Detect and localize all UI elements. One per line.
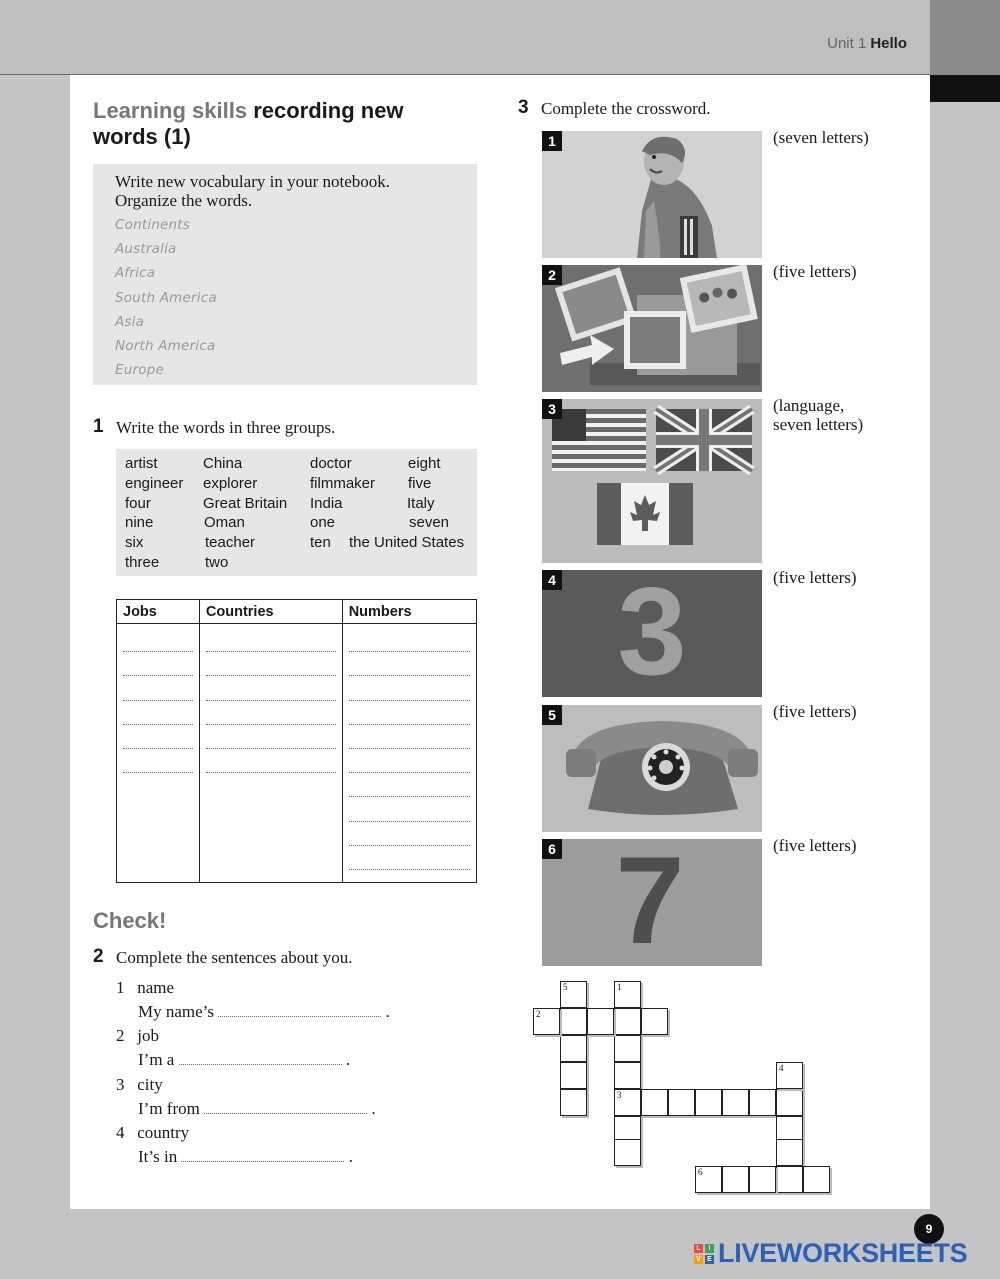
clue-3-hint: (language, seven letters) xyxy=(773,396,864,434)
numbers-column xyxy=(342,624,476,883)
exercise-3-instruction: Complete the crossword. xyxy=(541,99,711,118)
crossword-cell[interactable] xyxy=(776,1089,803,1116)
jobs-column xyxy=(117,624,200,883)
sentence-4: It’s in . xyxy=(138,1147,353,1166)
big-number-seven: 7 xyxy=(615,839,685,966)
answer-line[interactable] xyxy=(123,725,193,749)
clue-picture-3 xyxy=(542,399,762,563)
exercise-2-instruction: Complete the sentences about you. xyxy=(116,948,353,967)
sentence-3-label: 3 city xyxy=(116,1075,163,1094)
crossword-cell[interactable] xyxy=(776,1166,803,1193)
answer-line[interactable] xyxy=(349,822,470,846)
word: filmmaker xyxy=(310,475,376,492)
sentence-3: I’m from . xyxy=(138,1099,376,1118)
word: seven xyxy=(409,514,450,531)
word: Oman xyxy=(204,514,245,531)
word: doctor xyxy=(310,455,352,472)
crossword-cell[interactable] xyxy=(722,1089,749,1116)
answer-line[interactable] xyxy=(206,701,336,725)
word: Great Britain xyxy=(203,495,288,512)
word: one xyxy=(310,514,336,531)
clue-number-badge: 5 xyxy=(542,705,562,725)
word-bank xyxy=(116,449,477,576)
clue-number-badge: 3 xyxy=(542,399,562,419)
crossword-cell[interactable] xyxy=(614,1062,641,1089)
vocab-intro: Write new vocabulary in your notebook. Organize the words. xyxy=(115,172,391,210)
uk-flag xyxy=(656,409,752,471)
word: China xyxy=(203,455,243,472)
liveworksheets-logo-icon: L I V E xyxy=(694,1244,716,1266)
crossword-cell[interactable] xyxy=(560,1008,587,1035)
sentence-2: I’m a . xyxy=(138,1050,351,1069)
crossword-cell[interactable] xyxy=(668,1089,695,1116)
sentence-4-label: 4 country xyxy=(116,1123,190,1142)
answer-blank[interactable] xyxy=(204,1102,367,1114)
clue-number-badge: 2 xyxy=(542,265,562,285)
crossword-cell[interactable] xyxy=(587,1008,614,1035)
word: teacher xyxy=(205,534,256,551)
clue-picture-1 xyxy=(542,131,762,258)
crossword-cell[interactable]: 2 xyxy=(533,1008,560,1035)
crossword-cell[interactable] xyxy=(722,1166,749,1193)
clue-number-badge: 6 xyxy=(542,839,562,859)
crossword-cell[interactable] xyxy=(560,1035,587,1062)
word: explorer xyxy=(203,475,258,492)
column-header-jobs: Jobs xyxy=(117,600,200,624)
crossword-cell[interactable] xyxy=(560,1089,587,1116)
answer-line[interactable] xyxy=(349,797,470,821)
crossword-cell[interactable] xyxy=(749,1089,776,1116)
photos-illustration xyxy=(542,265,762,392)
answer-line[interactable] xyxy=(123,701,193,725)
exercise-1-number: 1 xyxy=(93,416,104,437)
word: the United States xyxy=(349,534,465,551)
countries-column xyxy=(199,624,342,883)
clue-4-hint: (five letters) xyxy=(773,568,857,587)
crossword-cell[interactable]: 3 xyxy=(614,1089,641,1116)
explorer-illustration xyxy=(542,131,762,258)
column-header-countries: Countries xyxy=(199,600,342,624)
word: India xyxy=(310,495,343,512)
big-number-three: 3 xyxy=(617,570,687,697)
answer-line[interactable] xyxy=(206,725,336,749)
crossword-cell[interactable] xyxy=(614,1008,641,1035)
crossword-cell[interactable]: 4 xyxy=(776,1062,803,1089)
answer-line[interactable] xyxy=(349,773,470,797)
word: two xyxy=(205,554,229,571)
answer-line[interactable] xyxy=(349,846,470,870)
right-margin xyxy=(930,102,1000,1279)
crossword-cell[interactable]: 5 xyxy=(560,981,587,1008)
word: eight xyxy=(408,455,441,472)
clue-picture-6 xyxy=(542,839,762,966)
answer-line[interactable] xyxy=(349,652,470,676)
answer-line[interactable] xyxy=(349,701,470,725)
exercise-3-number: 3 xyxy=(518,97,529,118)
word: Italy xyxy=(407,495,435,512)
flags-illustration xyxy=(542,399,762,563)
handwritten-notes: Continents Australia Africa South America Asia North America Europe xyxy=(115,217,217,379)
crossword-cell[interactable]: 1 xyxy=(614,981,641,1008)
sentence-2-label: 2 job xyxy=(116,1026,159,1045)
answer-line[interactable] xyxy=(206,628,336,652)
answer-line[interactable] xyxy=(349,749,470,773)
sentence-1-label: 1 name xyxy=(116,978,175,997)
word: four xyxy=(125,495,151,512)
clue-6-hint: (five letters) xyxy=(773,836,857,855)
corner-black-tab xyxy=(930,75,1000,102)
groups-table xyxy=(116,599,477,883)
exercise-1-instruction: Write the words in three groups. xyxy=(116,418,336,437)
word: six xyxy=(125,534,144,551)
corner-tab xyxy=(930,0,1000,75)
word: three xyxy=(125,554,160,571)
answer-line[interactable] xyxy=(123,749,193,773)
telephone-illustration xyxy=(542,705,762,832)
crossword-cell[interactable] xyxy=(614,1139,641,1166)
brand-name[interactable]: LIVEWORKSHEETS xyxy=(718,1238,968,1268)
answer-line[interactable] xyxy=(206,749,336,773)
sentence-1: My name’s . xyxy=(138,1002,390,1021)
answer-line[interactable] xyxy=(123,628,193,652)
clue-1-hint: (seven letters) xyxy=(773,128,869,147)
column-header-numbers: Numbers xyxy=(342,600,476,624)
word: ten xyxy=(310,534,331,551)
vocab-box xyxy=(93,164,477,385)
clue-2-hint: (five letters) xyxy=(773,262,857,281)
word: five xyxy=(408,475,432,492)
usa-flag xyxy=(552,409,646,471)
crossword-cell[interactable] xyxy=(749,1166,776,1193)
unit-header: Unit 1 Hello xyxy=(827,35,907,52)
page-number: 9 xyxy=(914,1214,944,1244)
crossword-cell[interactable] xyxy=(641,1089,668,1116)
answer-line[interactable] xyxy=(123,676,193,700)
clue-number-badge: 1 xyxy=(542,131,562,151)
answer-line[interactable] xyxy=(206,652,336,676)
clue-5-hint: (five letters) xyxy=(773,702,857,721)
answer-line[interactable] xyxy=(349,676,470,700)
crossword-cell[interactable] xyxy=(614,1035,641,1062)
crossword-cell[interactable] xyxy=(776,1139,803,1166)
word: engineer xyxy=(125,475,184,492)
check-heading: Check! xyxy=(93,908,167,933)
crossword-cell[interactable] xyxy=(803,1166,830,1193)
answer-blank[interactable] xyxy=(181,1150,344,1162)
crossword-cell[interactable] xyxy=(695,1089,722,1116)
learning-skills-heading: Learning skills recording new words (1) xyxy=(93,98,404,149)
canada-flag xyxy=(597,483,693,545)
clue-picture-2 xyxy=(542,265,762,392)
answer-blank[interactable] xyxy=(218,1005,381,1017)
word: artist xyxy=(125,455,158,472)
crossword-cell[interactable] xyxy=(641,1008,668,1035)
answer-line[interactable] xyxy=(349,725,470,749)
crossword-cell[interactable]: 6 xyxy=(695,1166,722,1193)
answer-line[interactable] xyxy=(349,628,470,652)
word: nine xyxy=(125,514,154,531)
answer-line[interactable] xyxy=(123,652,193,676)
clue-picture-4 xyxy=(542,570,762,697)
answer-blank[interactable] xyxy=(179,1053,342,1065)
crossword-cell[interactable] xyxy=(560,1062,587,1089)
top-bar xyxy=(0,0,930,75)
clue-picture-5 xyxy=(542,705,762,832)
exercise-2-number: 2 xyxy=(93,946,104,967)
answer-line[interactable] xyxy=(206,676,336,700)
clue-number-badge: 4 xyxy=(542,570,562,590)
